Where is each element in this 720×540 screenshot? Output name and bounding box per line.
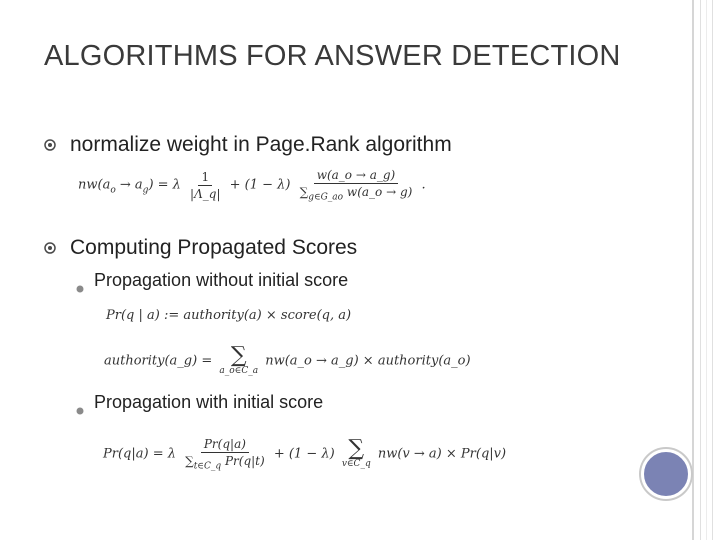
fraction <box>297 168 416 202</box>
decorative-rail <box>706 0 707 540</box>
sub-bullet-item <box>76 270 348 291</box>
sum-subscript: a_o∈C_a <box>219 366 259 376</box>
formula-text: nw(a <box>78 177 111 193</box>
fraction-numerator: Pr(q|a) <box>201 437 249 453</box>
fraction-denominator: $\sum_{g\in G\_ao}$ w(a_o → g) <box>299 185 413 203</box>
formula-text: Pr(q|t) <box>224 454 265 468</box>
formula-text: w(a_o → g) <box>346 185 413 199</box>
formula-text: o <box>110 185 116 196</box>
bullet-text: Propagation with initial score <box>94 392 324 412</box>
decorative-rail <box>712 0 713 540</box>
dot-bullet-icon <box>76 399 84 407</box>
sum-subscript: g∈G_ao <box>308 192 344 203</box>
fraction-numerator: w(a_o → a_g) <box>314 168 399 184</box>
target-bullet-icon <box>44 242 56 254</box>
dot-bullet-icon <box>76 277 84 285</box>
decorative-circle <box>641 449 691 499</box>
sum-symbol: ∑ <box>230 343 247 368</box>
fraction-numerator: 1 <box>198 170 212 186</box>
fraction-denominator: $\sum_{t\in C\_q}$ Pr(q|t) <box>185 454 265 472</box>
fraction <box>182 437 268 471</box>
bullet-item <box>44 133 452 157</box>
formula-text: + (1 − λ) <box>229 177 291 193</box>
bullet-text: Propagation without initial score <box>94 270 349 290</box>
formula-probability-with-initial <box>103 437 506 471</box>
target-bullet-icon <box>44 139 56 151</box>
bullet-text: Computing Propagated Scores <box>70 236 358 259</box>
formula-normalized-weight <box>78 168 426 202</box>
bullet-text: normalize weight in Page.Rank algorithm <box>70 133 452 156</box>
formula-text: → a <box>115 177 143 193</box>
formula-probability-no-initial <box>106 308 351 323</box>
sum-subscript: v∈C_q <box>341 459 371 470</box>
formula-text: nw(a_o → a_g) × authority(a_o) <box>265 353 471 369</box>
summation <box>341 436 371 470</box>
formula-text: ) = λ <box>148 177 181 193</box>
formula-text: authority(a_g) = <box>104 353 217 369</box>
fraction-denominator: |Λ_q| <box>190 186 221 201</box>
sum-subscript: t∈C_q <box>193 461 222 472</box>
formula-text: Pr(q | a) := authority(a) × score(q, a) <box>106 308 352 323</box>
decorative-rail <box>700 0 701 540</box>
formula-text: + (1 − λ) <box>273 446 335 462</box>
formula-authority <box>104 343 471 376</box>
fraction <box>187 170 223 201</box>
sub-bullet-item <box>76 392 323 413</box>
slide-title: ALGORITHMS FOR ANSWER DETECTION <box>44 40 621 72</box>
formula-text: nw(v → a) × Pr(q|v) <box>377 446 507 462</box>
formula-text: g <box>142 185 149 196</box>
decorative-rail <box>692 0 694 540</box>
sum-symbol: ∑ <box>348 436 365 462</box>
bullet-item <box>44 236 357 260</box>
formula-text: Pr(q|a) = λ <box>103 446 176 462</box>
formula-text: . <box>421 177 426 193</box>
summation <box>219 343 259 376</box>
